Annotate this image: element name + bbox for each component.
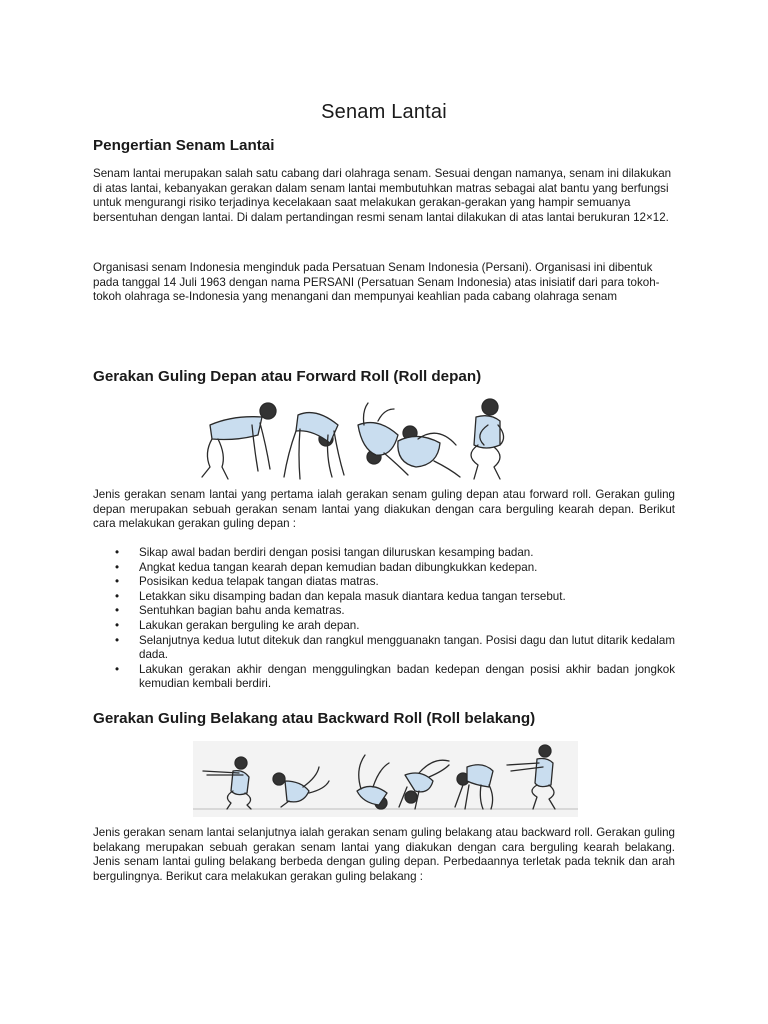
forward-roll-steps-list xyxy=(93,546,675,692)
paragraph-backward-roll-intro: Jenis gerakan senam lantai selanjutnya ialah gerakan senam guling belakang atau backward roll. Gerakan guling belakang merupakan sebuah gerakan senam lantai yang diakukan dengan cara berguling kearah belakang. Jenis senam lantai guling belakang berbeda dengan guling depan. Perbedaannya terletak pada teknik dan arah bergulingnya. Berikut cara melakukan gerakan guling belakang : xyxy=(93,826,675,883)
list-item xyxy=(93,561,675,576)
bullet-dot: • xyxy=(115,546,120,559)
forward-roll-figure-5 xyxy=(471,399,504,479)
bullet-dot: • xyxy=(115,633,120,647)
list-item xyxy=(93,619,675,634)
forward-roll-illustration xyxy=(188,395,514,483)
list-item xyxy=(93,546,675,561)
forward-roll-figure-4 xyxy=(398,426,460,477)
section-heading-pengertian: Pengertian Senam Lantai xyxy=(93,137,275,154)
bullet-dot: • xyxy=(115,589,120,603)
bullet-dot: • xyxy=(115,575,120,589)
bullet-dot: • xyxy=(115,662,120,676)
paragraph-pengertian-1: Senam lantai merupakan salah satu cabang dari olahraga senam. Sesuai dengan namanya, senam ini dilakukan di atas lantai, kebanyakan gerakan dalam senam lantai membutuhkan matras sebagai alat bantu yang berfungsi untuk mengurangi risiko terjadinya kecelakaan saat melakukan gerakan-gerakan yang hampir semuanya bersentuhan dengan lantai. Di dalam pertandingan resmi senam lantai dilakukan di atas lantai berukuran 12×12. xyxy=(93,167,672,224)
list-item-text: Sentuhkan bagian bahu anda kematras. xyxy=(139,604,345,618)
list-item-text: Lakukan gerakan akhir dengan menggulingkan badan kedepan dengan posisi akhir badan jongkok kemudian kembali berdiri. xyxy=(139,662,675,691)
list-item xyxy=(93,590,675,605)
list-item xyxy=(93,663,675,692)
list-item-text: Posisikan kedua telapak tangan diatas matras. xyxy=(139,575,379,589)
list-item xyxy=(93,634,675,663)
bullet-dot: • xyxy=(115,560,120,574)
forward-roll-figure-1 xyxy=(202,403,276,479)
section-heading-backward-roll: Gerakan Guling Belakang atau Backward Roll (Roll belakang) xyxy=(93,710,536,727)
backward-roll-illustration xyxy=(193,741,578,817)
list-item-text: Sikap awal badan berdiri dengan posisi tangan diluruskan kesamping badan. xyxy=(139,546,534,559)
bullet-dot: • xyxy=(115,618,120,632)
forward-roll-figure-3 xyxy=(358,403,408,475)
paragraph-forward-roll-intro: Jenis gerakan senam lantai yang pertama ialah gerakan senam guling depan atau forward roll. Gerakan guling depan merupakan sebuah gerakan senam lantai yang diakukan dengan cara berguling kearah depan. Berikut cara melakukan gerakan guling depan : xyxy=(93,488,675,531)
list-item-text: Lakukan gerakan berguling ke arah depan. xyxy=(139,618,360,632)
section-heading-forward-roll: Gerakan Guling Depan atau Forward Roll (Roll depan) xyxy=(93,368,482,385)
list-item-text: Angkat kedua tangan kearah depan kemudian badan dibungkukkan kedepan. xyxy=(139,560,538,574)
list-item xyxy=(93,575,675,590)
bullet-dot: • xyxy=(115,604,120,618)
list-item-text: Letakkan siku disamping badan dan kepala masuk diantara kedua tangan tersebut. xyxy=(139,589,566,603)
document-title: Senam Lantai xyxy=(321,101,447,123)
forward-roll-figure-2 xyxy=(284,413,344,479)
list-item xyxy=(93,604,675,619)
paragraph-pengertian-2: Organisasi senam Indonesia menginduk pada Persatuan Senam Indonesia (Persani). Organisasi ini dibentuk pada tanggal 14 Juli 1963 dengan nama PERSANI (Persatuan Senam Indonesia) atas inisiatif dari para tokoh-tokoh olahraga se-Indonesia yang menangani dan mempunyai keahlian pada cabang olahraga senam xyxy=(93,261,660,304)
list-item-text: Selanjutnya kedua lutut ditekuk dan rangkul mengguanakn tangan. Posisi dagu dan lutut ditarik kedalam dada. xyxy=(139,633,675,662)
